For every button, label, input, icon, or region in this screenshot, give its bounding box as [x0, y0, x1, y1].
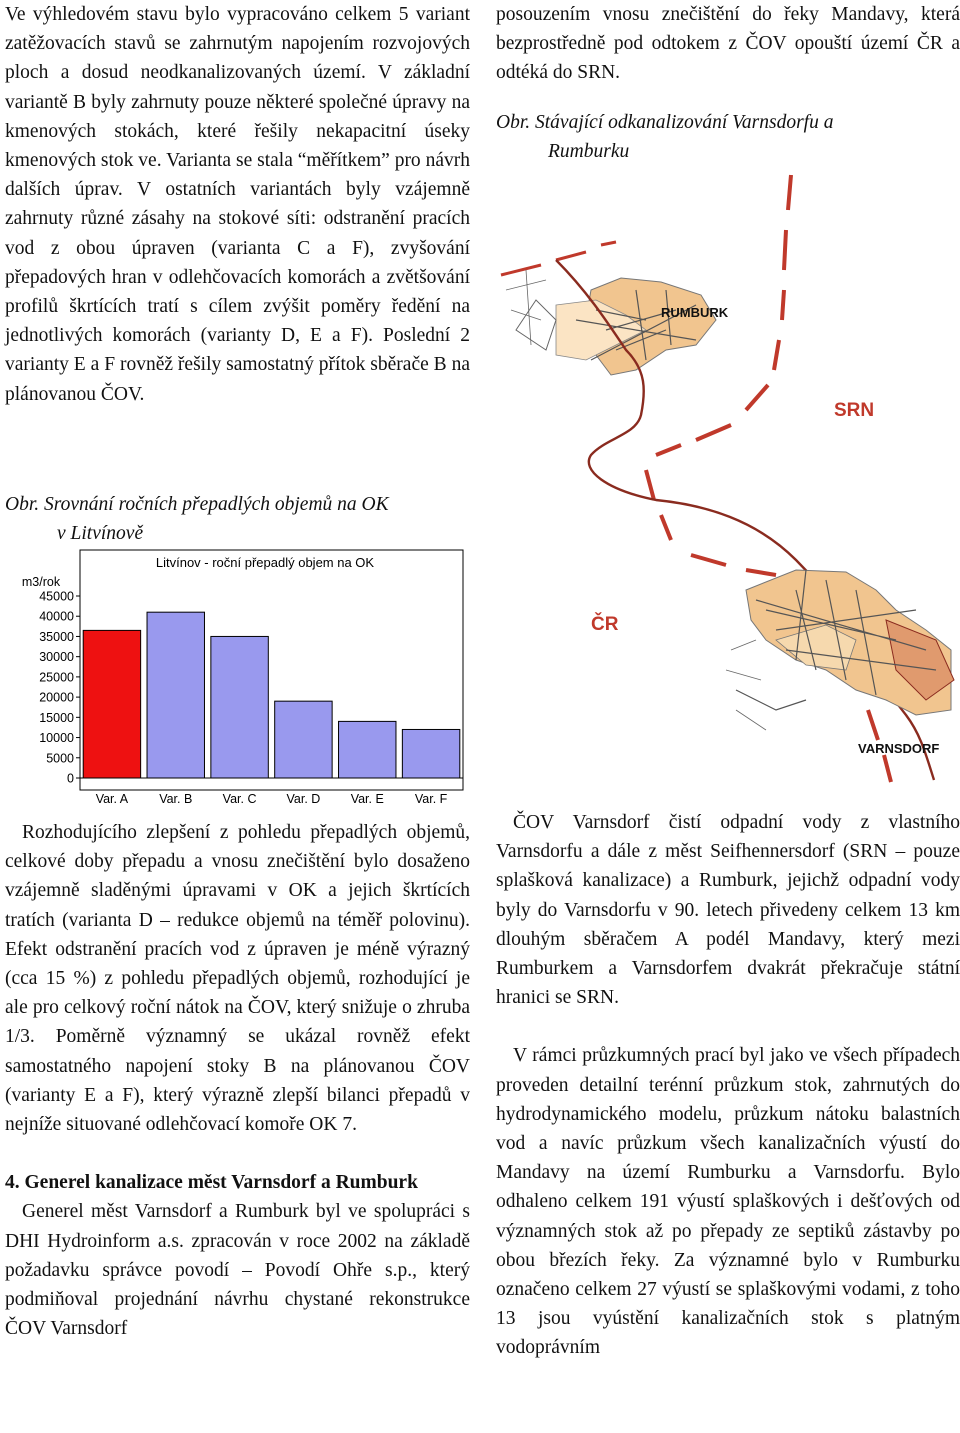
chart-xlabels [96, 792, 448, 806]
chart-y-tick-label: 15000 [39, 710, 74, 725]
label-cr: ČR [591, 614, 619, 635]
label-varnsdorf: VARNSDORF [858, 741, 940, 756]
left-column [5, 0, 470, 548]
chart-y-tick-label: 0 [67, 771, 74, 786]
chart-x-tick-label: Var. C [222, 792, 257, 806]
chart-y-tick-label: 25000 [39, 670, 74, 685]
chart-bar [211, 636, 268, 778]
drainage-map [496, 170, 960, 790]
chart-bar [339, 721, 396, 778]
right-column-bottom [496, 808, 960, 1363]
left-column-bottom [5, 818, 470, 1343]
chart-bar [83, 630, 140, 778]
chart-y-tick-label: 20000 [39, 690, 74, 705]
chart-bar [402, 729, 459, 778]
map-svg [496, 170, 960, 790]
chart-y-tick-label: 40000 [39, 609, 74, 624]
paragraph-results: Rozhodujícího zlepšení z pohledu přepadlých objemů, celkové doby přepadu a vnosu znečištění bylo dosaženo vzájemně sladěnými úpravami v OK a jejich škrtících tratích (varianta D – redukce objemů na téměř polovinu). Efekt odstranění pracích vod z úpraven je méně výrazný (cca 15 %) z pohledu přepadlých objemů, rozhodující je ale pro celkový roční nátok na ČOV, který snižuje o zhruba 1/3. Poměrně významný se ukázal rovněž efekt samostatného napojení stoky B na plánovanou ČOV (varianty E a F), který výrazně zlepší bilanci přepadů v nejníže situované odlehčovací komoře OK 7. [5, 822, 470, 1136]
chart-title: Litvínov - roční přepadlý objem na OK [155, 555, 375, 570]
chart-y-tick-label: 45000 [39, 589, 74, 604]
chart-caption [5, 490, 470, 548]
label-srn: SRN [834, 400, 875, 421]
chart-bar [275, 701, 332, 778]
map-caption-line-1: Obr. Stávající odkanalizování Varnsdorfu a [496, 111, 834, 133]
chart-x-tick-label: Var. A [95, 792, 129, 806]
intro-paragraph: Ve výhledovém stavu bylo vypracováno celkem 5 variant zatěžovacích stavů se zahrnutým napojením rozvojových ploch a dosud neodkanalizovaných území. V základní variantě B byly zahrnuty pouze některé společné úpravy na kmenových stokách, které řešily nekapacitní úseky kmenových stok ve. Varianta se stala “měřítkem” pro návrh dalších úprav. V ostatních variantách byly vzájemně zahrnuty různé zásahy na stokové síti: odstranění pracích vod z obou úpraven (varianta C a F), zvyšování přepadových hran v odlehčovacích komorách a zvětšování profilů škrtících tratí s cílem zvýšit poměry ředění na jednotlivých komorách (varianty D, E a F). Poslední 2 varianty E a F rovněž řešily samostatný přítok sběrače B na plánovanou ČOV. [5, 4, 470, 405]
paragraph-generel: Generel měst Varnsdorf a Rumburk byl ve spolupráci s DHI Hydroinform a.s. zpracován v roce 2002 na základě požadavku správce povodí – Povodí Ohře s.p., který podmiňoval projednání návrhu chystané rekonstrukce ČOV Varnsdorf [5, 1201, 470, 1340]
chart-y-tick-label: 30000 [39, 650, 74, 665]
chart-x-tick-label: Var. F [414, 792, 448, 806]
map-caption [496, 108, 960, 166]
chart-y-tick-label: 10000 [39, 731, 74, 746]
paragraph-survey: V rámci průzkumných prací byl jako ve všech případech proveden detailní terénní průzkum stok, zahrnutých do hydrodynamického modelu, průzkum nátoku balastních vod a navíc průzkum všech kanalizačních výustí do Mandavy na území Rumburku a Varnsdorfu. Bylo odhaleno celkem 191 výustí splaškových i dešťových od významných stok až po přepady ze septiků zástavby po obou březích řeky. Za významné bylo v Rumburku označeno celkem 27 výustí se splaškovými vodami, z toho 13 jsou vyústění kanalizačních stok s platným vodoprávním [496, 1045, 960, 1359]
right-top-paragraph: posouzením vnosu znečištění do řeky Mandavy, která bezprostředně pod odtokem z ČOV opouští území ČR a odtéká do SRN. [496, 4, 960, 84]
chart-y-tick-label: 5000 [46, 751, 74, 766]
chart-ylabel: m3/rok [21, 575, 61, 589]
map-caption-line-2: Rumburku [548, 140, 630, 162]
chart-caption-line-2: v Litvínově [57, 523, 144, 545]
chart-x-tick-label: Var. D [286, 792, 321, 806]
chart-x-tick-label: Var. B [159, 792, 193, 806]
chart-caption-line-1: Obr. Srovnání ročních přepadlých objemů na OK [5, 494, 389, 515]
state-border-west [501, 242, 616, 275]
chart-y-tick-label: 35000 [39, 629, 74, 644]
overflow-volume-chart [5, 548, 465, 810]
chart-bars [83, 612, 460, 778]
state-border [646, 175, 891, 782]
chart-x-tick-label: Var. E [350, 792, 384, 806]
label-rumburk: RUMBURK [661, 305, 729, 320]
section-heading: 4. Generel kanalizace měst Varnsdorf a Rumburk [5, 1172, 418, 1194]
varnsdorf-town [726, 570, 954, 730]
chart-bar [147, 612, 204, 778]
chart-svg [5, 548, 465, 810]
paragraph-cov-varnsdorf: ČOV Varnsdorf čistí odpadní vody z vlastního Varnsdorfu a dále z měst Seifhennersdorf (SRN – pouze splašková kanalizace) a Rumburk, jejichž odpadní vody byly do Varnsdorfu v 90. letech přivedeny celkem 13 km dlouhým sběračem A podél Mandavy, který mezi Rumburkem a Varnsdorfem dvakrát překračuje státní hranici se SRN. [496, 812, 960, 1009]
rumburk-town [506, 270, 716, 375]
right-column [496, 0, 960, 166]
